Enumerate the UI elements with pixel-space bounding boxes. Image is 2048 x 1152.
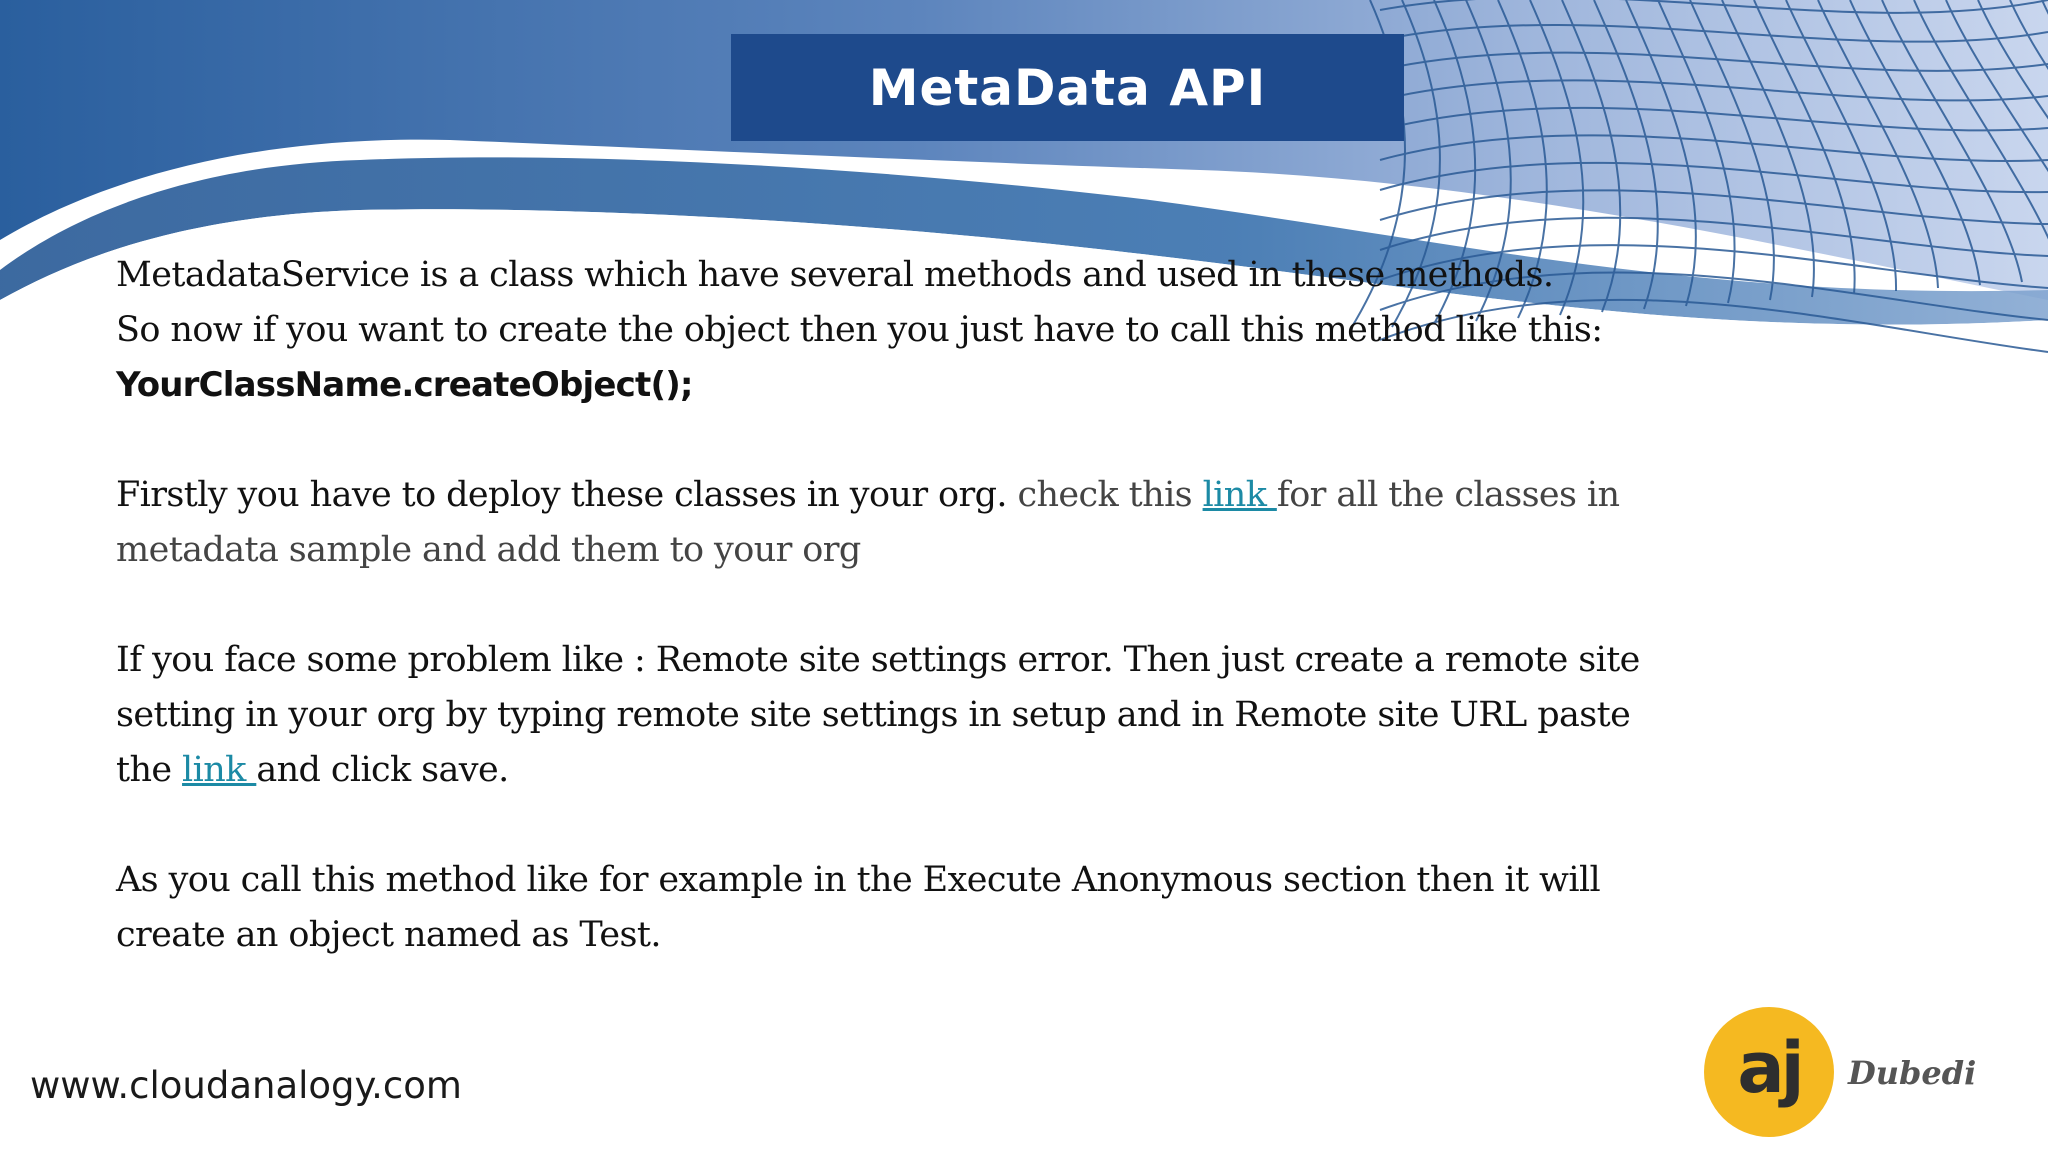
slide-title: MetaData API: [868, 58, 1267, 117]
paragraph-2-line-2: metadata sample and add them to your org: [116, 530, 861, 570]
classes-link[interactable]: link: [1202, 475, 1277, 515]
paragraph-1-line-2: So now if you want to create the object then you just have to call this method like this:: [116, 310, 1603, 350]
paragraph-3-text-b: and click save.: [256, 750, 509, 790]
paragraph-4-line-2: create an object named as Test.: [116, 915, 661, 955]
paragraph-2-text-c: for all the classes in: [1276, 475, 1620, 515]
paragraph-2-text-b: check this: [1017, 475, 1203, 515]
logo-signature: Dubedi: [1848, 1054, 1977, 1092]
logo-mark: aj: [1737, 1027, 1801, 1109]
paragraph-3-text-a: the: [116, 750, 183, 790]
remote-site-link[interactable]: link: [182, 750, 257, 790]
paragraph-4-line-1: As you call this method like for example in the Execute Anonymous section then it will: [116, 860, 1601, 900]
paragraph-3-line-3: [116, 743, 1696, 798]
paragraph-2-line-1: [116, 468, 1696, 523]
title-banner: [731, 34, 1404, 141]
paragraph-1-line-1: MetadataService is a class which have several methods and used in these methods.: [116, 255, 1554, 295]
logo-badge: [1704, 1007, 1834, 1137]
code-snippet: YourClassName.createObject();: [116, 365, 693, 405]
footer-website: www.cloudanalogy.com: [30, 1064, 462, 1107]
paragraph-3-line-1: If you face some problem like : Remote site settings error. Then just create a remote site: [116, 640, 1640, 680]
brand-logo: [1700, 1006, 1977, 1140]
slide-body: [116, 248, 1696, 963]
paragraph-3-line-2: setting in your org by typing remote site settings in setup and in Remote site URL paste: [116, 695, 1631, 735]
paragraph-2-text-a: Firstly you have to deploy these classes in your org.: [116, 475, 1018, 515]
